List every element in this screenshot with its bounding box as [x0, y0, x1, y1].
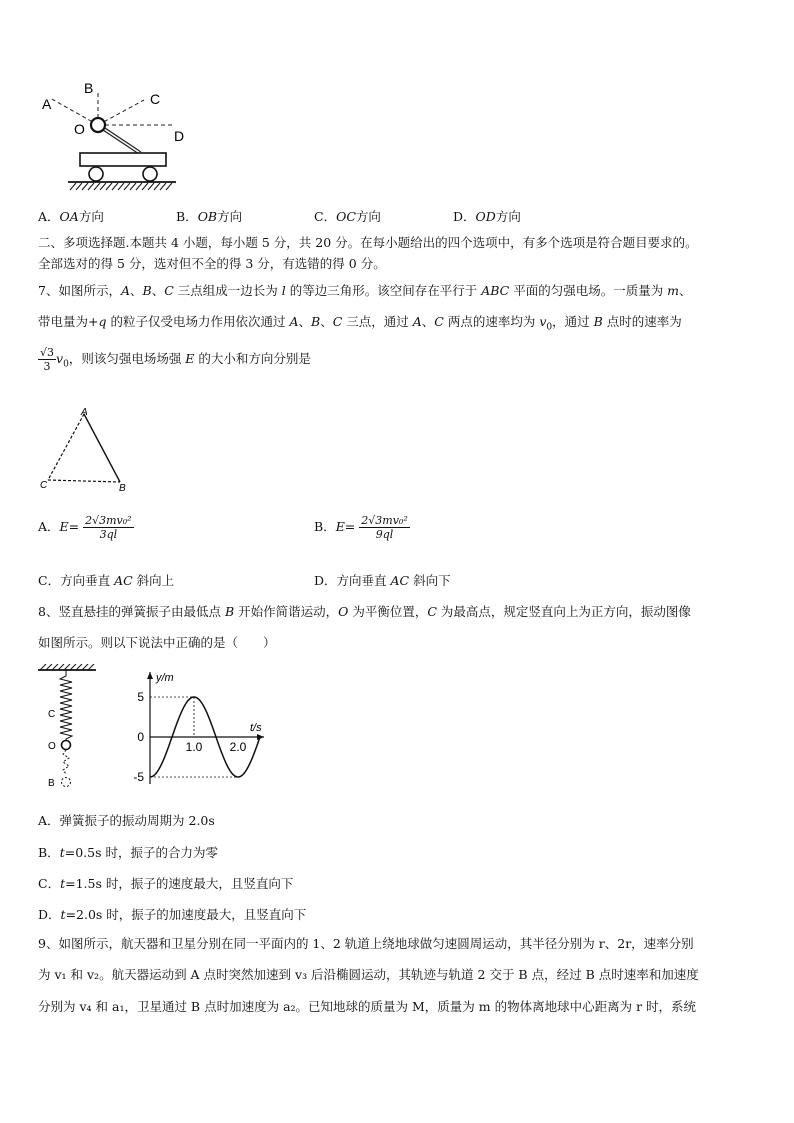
option-var: OB — [197, 209, 218, 224]
q8-line2: 如图所示。则以下说法中正确的是（ ） — [38, 635, 276, 650]
q7-line3: $\frac{√3}{3}$ $v_0$，则该匀强电场场强 E 的大小和方向分别是 — [40, 346, 311, 373]
y-axis-arrow — [147, 672, 153, 679]
q6-option-d[interactable] — [453, 207, 521, 225]
q8-option-d[interactable]: D．t=2.0s 时，振子的加速度最大，且竖直向下 — [38, 907, 307, 922]
q6-option-a[interactable] — [38, 207, 104, 225]
spring-label-B: B — [48, 778, 55, 789]
q9-line2: 为 v₁ 和 v₂。航天器运动到 A 点时突然加速到 v₃ 后沿椭圆运动，其轨迹与轨道 2 交于 B 点，经过 B 点时速率和加速度 — [38, 967, 699, 982]
sqrt3-over-3: $\frac{√3}{3}$ — [40, 346, 55, 373]
q6-option-c[interactable] — [314, 207, 381, 225]
q8-option-b[interactable]: B．t=0.5s 时，振子的合力为零 — [38, 845, 218, 860]
option-letter: B． — [176, 209, 198, 224]
option-var: OA — [59, 209, 79, 224]
label-O: O — [74, 121, 85, 137]
y-tick-label: -5 — [133, 770, 144, 784]
spring-label-O: O — [48, 741, 56, 752]
q8-option-c[interactable]: C．t=1.5s 时，振子的速度最大，且竖直向下 — [38, 876, 294, 891]
option-letter: C． — [314, 209, 337, 224]
q7-option-b[interactable]: B．E= $\frac{\text{2√3mv₀²}}{9ql}$ — [314, 514, 408, 541]
label-D: D — [174, 128, 185, 144]
y-tick-label: 5 — [137, 690, 144, 704]
spring-label-C: C — [48, 709, 56, 720]
y-tick-label: 0 — [137, 730, 144, 744]
section2-line1: 二、多项选择题.本题共 4 小题，每小题 5 分，共 20 分。在每小题给出的四个选项中，有多个选项是符合题目要求的。 — [38, 235, 698, 250]
q7-line2: 带电量为+q 的粒子仅受电场力作用依次通过 A、B、C 三点，通过 A、C 两点的速率均为 $v_0$，通过 B 点时的速率为 — [38, 314, 682, 333]
option-text: 方向 — [495, 209, 521, 224]
label-B: B — [84, 80, 94, 96]
option-text: 方向 — [78, 209, 104, 224]
x-tick-label: 1.0 — [185, 740, 203, 754]
x-tick-label: 2.0 — [229, 740, 247, 754]
section2-line2: 全部选对的得 5 分，选对但不全的得 3 分，有选错的得 0 分。 — [38, 256, 386, 271]
cart-figure — [36, 78, 186, 194]
q7-option-c[interactable]: C．方向垂直 AC 斜向上 — [38, 573, 175, 588]
option-var: OD — [475, 209, 496, 224]
q8-line1: 8、竖直悬挂的弹簧振子由最低点 B 开始作简谐运动，O 为平衡位置，C 为最高点，规定竖直向上为正方向，振动图像 — [38, 604, 691, 619]
q7-option-a[interactable]: A．E= $\frac{\text{2√3mv₀²}}{3ql}$ — [38, 514, 132, 541]
vertex-B: B — [119, 483, 126, 494]
option-text: 方向 — [217, 209, 243, 224]
q7-option-d[interactable]: D．方向垂直 AC 斜向下 — [314, 573, 451, 588]
label-C: C — [150, 91, 161, 107]
q6-option-b[interactable] — [176, 207, 242, 225]
q7-line1: 7、如图所示，A、B、C 三点组成一边长为 l 的等边三角形。该空间存在平行于 ABC 平面的匀强电场。一质量为 m、 — [38, 283, 692, 298]
q8-option-a[interactable]: A．弹簧振子的振动周期为 2.0s — [38, 813, 215, 828]
option-letter: A． — [38, 209, 60, 224]
y-axis-label: y/m — [156, 672, 174, 684]
option-letter: D． — [453, 209, 476, 224]
q9-line1: 9、如图所示，航天器和卫星分别在同一平面内的 1、2 轨道上绕地球做匀速圆周运动，其半径分别为 r、2r，速率分别 — [38, 936, 694, 951]
option-text: 方向 — [355, 209, 381, 224]
q9-line3: 分别为 v₄ 和 a₁，卫星通过 B 点时加速度为 a₂。已知地球的质量为 M，质量为 m 的物体离地球中心距离为 r 时，系统 — [38, 999, 697, 1014]
triangle-figure — [36, 404, 136, 496]
vibration-chart — [104, 664, 274, 784]
label-A: A — [42, 96, 52, 112]
x-axis-arrow — [257, 734, 264, 740]
x-axis-label: t/s — [250, 722, 262, 734]
vertex-C: C — [40, 480, 48, 491]
vertex-A: A — [81, 407, 88, 418]
spring-figure — [36, 664, 98, 794]
option-var: OC — [336, 209, 356, 224]
